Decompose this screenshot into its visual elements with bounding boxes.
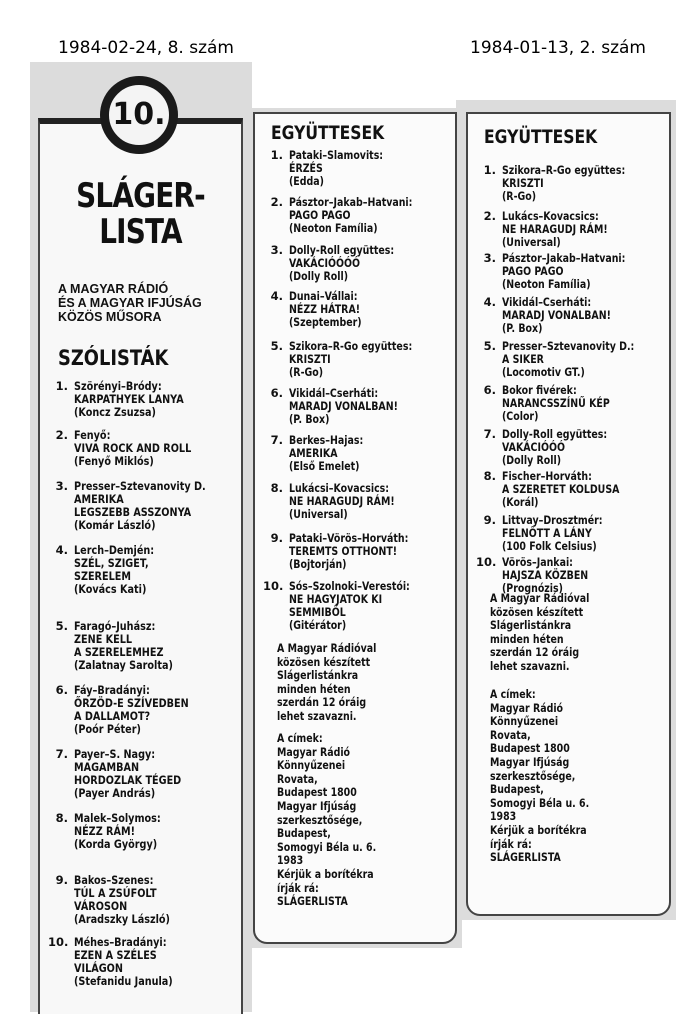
item-authors: Szikora–R-Go együttes: xyxy=(502,163,626,177)
item-number: 7. xyxy=(55,747,68,761)
item-song-title: A SIKER xyxy=(502,352,544,366)
item-song-title: HORDOZLAK TÉGED xyxy=(74,773,182,787)
item-number: 8. xyxy=(483,469,496,483)
subtitle-line: A MAGYAR RÁDIÓ xyxy=(58,282,169,296)
item-song-title: MAGAMBAN xyxy=(74,760,140,774)
item-text xyxy=(502,384,633,423)
item-performer: (Koncz Zsuzsa) xyxy=(74,405,156,419)
item-song-title: TEREMTS OTTHONT! xyxy=(289,544,398,558)
note-line: lehet szavazni. xyxy=(277,708,357,723)
item-song-title: PAGO PAGO xyxy=(289,208,351,222)
item-performer: (R-Go) xyxy=(289,365,324,379)
item-performer: (Zalatnay Sarolta) xyxy=(74,658,173,672)
item-song-title: LEGSZEBB ASSZONYA xyxy=(74,505,192,519)
item-authors: Presser–Sztevanovity D.: xyxy=(502,339,635,353)
item-song-title: FELNŐTT A LÁNY xyxy=(502,526,592,540)
vote-note xyxy=(277,642,398,724)
item-song-title: TÚL A ZSÚFOLT xyxy=(74,886,157,900)
item-number: 1. xyxy=(270,148,283,162)
item-text xyxy=(502,164,652,203)
item-song-title: A SZERETET KOLDUSA xyxy=(502,482,620,496)
item-performer: (Poór Péter) xyxy=(74,722,141,736)
item-performer: (Neoton Família) xyxy=(289,221,378,235)
address-line: Budapest 1800 xyxy=(490,741,570,756)
subtitle xyxy=(58,282,233,324)
address-block xyxy=(490,688,611,865)
item-performer: (Color) xyxy=(502,409,539,423)
item-performer: (P. Box) xyxy=(502,321,543,335)
item-song-title: ZENE KELL xyxy=(74,632,133,646)
item-text xyxy=(289,340,439,379)
note-line: minden héten xyxy=(277,681,351,696)
item-song-title: KRISZTI xyxy=(289,352,331,366)
address-line: Könnyűzenei xyxy=(277,758,346,773)
item-authors: Vikidál–Cserháti: xyxy=(289,386,379,400)
item-text xyxy=(289,196,440,235)
item-authors: Lukácsi–Kovacsics: xyxy=(289,481,390,495)
item-authors: Bokor fivérek: xyxy=(502,383,577,397)
item-number: 5. xyxy=(483,339,496,353)
address-line: Rovata, xyxy=(277,771,318,786)
right-column-egyuttesek xyxy=(466,112,671,916)
item-text xyxy=(74,936,192,988)
item-number: 10. xyxy=(263,579,284,593)
item-text xyxy=(74,748,202,800)
item-text xyxy=(74,874,188,926)
address-line: Kérjük a borítékra xyxy=(490,822,587,837)
item-text xyxy=(502,296,635,335)
item-authors: Fischer–Horváth: xyxy=(502,469,592,483)
address-line: SLÁGERLISTA xyxy=(277,894,348,909)
address-line: írják rá: xyxy=(277,880,319,895)
item-authors: Pásztor–Jakab–Hatvani: xyxy=(289,195,413,209)
note-line: szerdán 12 óráig xyxy=(277,695,367,710)
item-number: 1. xyxy=(483,163,496,177)
item-text xyxy=(289,244,417,283)
item-text xyxy=(289,149,404,188)
item-number: 4. xyxy=(55,543,68,557)
note-line: A Magyar Rádióval xyxy=(490,591,590,605)
item-text xyxy=(502,252,653,291)
item-song-title: VAKÁCIÓÓÓÓ xyxy=(289,256,361,270)
item-authors: Pataki–Vörös–Horváth: xyxy=(289,531,409,545)
item-number: 5. xyxy=(55,619,68,633)
address-line: Magyar Rádió xyxy=(490,700,564,715)
note-line: lehet szavazni. xyxy=(490,658,570,673)
item-song-title: EZEN A SZÉLES xyxy=(74,948,157,962)
item-number: 5. xyxy=(270,339,283,353)
item-authors: Dunai–Vállai: xyxy=(289,289,358,303)
item-text xyxy=(502,514,625,553)
item-song-title: KRISZTI xyxy=(502,176,544,190)
item-text xyxy=(289,434,380,473)
note-line: Slágerlistánkra xyxy=(490,618,572,633)
item-authors: Vörös–Jankai: xyxy=(502,555,573,569)
item-text xyxy=(74,480,231,532)
item-authors: Lukács–Kovacsics: xyxy=(502,209,599,223)
item-song-title: VÁROSON xyxy=(74,899,128,913)
item-number: 6. xyxy=(270,386,283,400)
item-song-title: NE HARAGUDJ RÁM! xyxy=(502,222,608,236)
item-performer: (Szeptember) xyxy=(289,315,362,329)
item-song-title: AMERIKA xyxy=(74,492,124,506)
item-performer: (Gitérátor) xyxy=(289,618,347,632)
note-line: Slágerlistánkra xyxy=(277,668,359,683)
item-authors: Vikidál–Cserháti: xyxy=(502,295,592,309)
note-line: A Magyar Rádióval xyxy=(277,641,377,655)
item-authors: Fenyő: xyxy=(74,428,111,442)
item-text xyxy=(74,620,192,672)
item-song-title: PAGO PAGO xyxy=(502,264,564,278)
item-performer: (Prognózis) xyxy=(502,581,563,595)
item-number: 3. xyxy=(270,243,283,257)
item-song-title: KARPATHYEK LANYA xyxy=(74,392,184,406)
item-text xyxy=(289,482,418,521)
subtitle-line: ÉS A MAGYAR IFJÚSÁG xyxy=(58,296,202,310)
column-title: EGYÜTTESEK xyxy=(271,122,385,144)
item-performer: (R-Go) xyxy=(502,189,537,203)
address-line: SLÁGERLISTA xyxy=(490,850,561,865)
item-number: 1. xyxy=(55,379,68,393)
item-authors: Dolly-Roll együttes: xyxy=(502,427,608,441)
note-line: minden héten xyxy=(490,631,564,646)
item-song-title: VILÁGON xyxy=(74,961,123,975)
item-authors: Lerch–Demjén: xyxy=(74,543,155,557)
item-text xyxy=(74,684,211,736)
title-line1: SLÁGER- xyxy=(76,176,205,216)
item-song-title: VIVA ROCK AND ROLL xyxy=(74,441,192,455)
item-number: 6. xyxy=(55,683,68,697)
item-number: 9. xyxy=(270,531,283,545)
item-text xyxy=(74,544,169,596)
date-left: 1984-02-24, 8. szám xyxy=(58,38,234,58)
item-performer: (P. Box) xyxy=(289,412,330,426)
item-number: 9. xyxy=(55,873,68,887)
title-line2: LISTA xyxy=(99,212,182,252)
item-authors: Presser–Sztevanovity D. xyxy=(74,479,206,493)
item-text xyxy=(502,428,630,467)
item-number: 2. xyxy=(55,428,68,442)
item-performer: (Payer András) xyxy=(74,786,156,800)
address-line: Kérjük a borítékra xyxy=(277,866,374,881)
item-performer: (Első Emelet) xyxy=(289,459,360,473)
item-authors: Pataki–Slamovits: xyxy=(289,148,384,162)
item-performer: (Neoton Família) xyxy=(502,277,591,291)
item-authors: Faragó–Juhász: xyxy=(74,619,156,633)
middle-column-egyuttesek xyxy=(253,112,457,944)
item-number: 10. xyxy=(48,935,69,949)
item-authors: Méhes–Bradányi: xyxy=(74,935,167,949)
left-column-szolistak xyxy=(38,118,243,1014)
item-song-title: VAKÁCIÓÓÓ xyxy=(502,440,566,454)
section-title: SZÓLISTÁK xyxy=(58,346,169,370)
item-song-title: A DALLAMOT? xyxy=(74,709,151,723)
item-performer: (Fenyő Miklós) xyxy=(74,454,154,468)
item-song-title: SZÉL, SZIGET, xyxy=(74,556,149,570)
item-number: 2. xyxy=(483,209,496,223)
item-performer: (Universal) xyxy=(502,235,561,249)
address-line: szerkesztősége, xyxy=(277,812,363,827)
vote-note xyxy=(490,592,611,674)
item-authors: Pásztor–Jakab–Hatvani: xyxy=(502,251,626,265)
note-line: közösen készített xyxy=(490,604,584,619)
item-text xyxy=(74,429,214,468)
address-line: 1983 xyxy=(490,809,517,824)
item-text xyxy=(502,556,607,595)
item-song-title: HAJSZA KÖZBEN xyxy=(502,568,589,582)
item-song-title: MARADJ VONALBAN! xyxy=(289,399,398,413)
subtitle-line: KÖZÖS MŰSORA xyxy=(58,310,162,324)
address-line: A címek: xyxy=(490,687,536,701)
item-text xyxy=(289,580,436,632)
item-number: 6. xyxy=(483,383,496,397)
item-authors: Szörényi–Bródy: xyxy=(74,379,162,393)
number-badge: 10. xyxy=(100,76,178,154)
item-song-title: ÉRZÉS xyxy=(289,161,323,175)
item-song-title: MARADJ VONALBAN! xyxy=(502,308,611,322)
item-song-title: NE HAGYJATOK KI xyxy=(289,592,383,606)
address-line: írják rá: xyxy=(490,836,532,851)
item-performer: (Dolly Roll) xyxy=(289,269,349,283)
date-right: 1984-01-13, 2. szám xyxy=(470,38,646,58)
item-song-title: SEMMIBŐL xyxy=(289,605,346,619)
address-line: szerkesztősége, xyxy=(490,768,576,783)
item-performer: (Dolly Roll) xyxy=(502,453,562,467)
item-performer: (Universal) xyxy=(289,507,348,521)
address-line: Budapest, xyxy=(277,826,331,841)
item-number: 3. xyxy=(55,479,68,493)
item-number: 7. xyxy=(270,433,283,447)
address-line: Magyar Ifjúság xyxy=(490,754,570,769)
item-song-title: NÉZZ RÁM! xyxy=(74,824,135,838)
item-text xyxy=(502,340,663,379)
item-authors: Littvay–Drosztmér: xyxy=(502,513,603,527)
item-song-title: NE HARAGUDJ RÁM! xyxy=(289,494,395,508)
address-line: Könnyűzenei xyxy=(490,714,559,729)
address-line: Budapest, xyxy=(490,782,544,797)
item-text xyxy=(289,532,435,571)
item-song-title: A SZERELEMHEZ xyxy=(74,645,164,659)
item-text xyxy=(74,380,205,419)
address-line: Magyar Rádió xyxy=(277,744,351,759)
item-authors: Malek–Solymos: xyxy=(74,811,161,825)
item-performer: (Korál) xyxy=(502,495,539,509)
item-text xyxy=(502,210,631,249)
item-authors: Szikora–R-Go együttes: xyxy=(289,339,413,353)
item-number: 4. xyxy=(270,289,283,303)
item-authors: Payer–S. Nagy: xyxy=(74,747,156,761)
item-performer: (100 Folk Celsius) xyxy=(502,539,597,553)
item-number: 10. xyxy=(476,555,497,569)
item-text xyxy=(74,812,177,851)
item-song-title: ŐRZÖD-E SZÍVEDBEN xyxy=(74,696,189,710)
address-line: Rovata, xyxy=(490,727,531,742)
item-number: 8. xyxy=(270,481,283,495)
item-number: 8. xyxy=(55,811,68,825)
item-number: 2. xyxy=(270,195,283,209)
item-performer: (Locomotiv GT.) xyxy=(502,365,585,379)
item-number: 4. xyxy=(483,295,496,309)
item-text xyxy=(502,470,645,509)
item-song-title: NARANCSSZÍNŰ KÉP xyxy=(502,396,610,410)
item-song-title: AMERIKA xyxy=(289,446,338,460)
address-line: 1983 xyxy=(277,853,304,868)
item-authors: Berkes–Hajas: xyxy=(289,433,364,447)
item-authors: Dolly-Roll együttes: xyxy=(289,243,395,257)
item-authors: Sós–Szolnoki–Verestói: xyxy=(289,579,410,593)
column-title: EGYÜTTESEK xyxy=(484,126,598,148)
item-performer: (Korda György) xyxy=(74,837,158,851)
item-authors: Fáy–Bradányi: xyxy=(74,683,150,697)
address-line: A címek: xyxy=(277,731,323,745)
item-performer: (Aradszky László) xyxy=(74,912,170,926)
item-song-title: SZERELEM xyxy=(74,569,131,583)
item-text xyxy=(289,290,378,329)
item-number: 7. xyxy=(483,427,496,441)
item-performer: (Edda) xyxy=(289,174,324,188)
item-number: 9. xyxy=(483,513,496,527)
address-block xyxy=(277,732,398,909)
note-line: közösen készített xyxy=(277,654,371,669)
item-performer: (Kovács Kati) xyxy=(74,582,147,596)
item-performer: (Stefanidu Janula) xyxy=(74,974,173,988)
note-line: szerdán 12 óráig xyxy=(490,645,580,660)
item-song-title: NÉZZ HÁTRA! xyxy=(289,302,361,316)
item-authors: Bakos–Szenes: xyxy=(74,873,154,887)
item-performer: (Komár László) xyxy=(74,518,156,532)
item-performer: (Bojtorján) xyxy=(289,557,347,571)
address-line: Somogyi Béla u. 6. xyxy=(277,839,377,854)
address-line: Budapest 1800 xyxy=(277,785,357,800)
item-number: 3. xyxy=(483,251,496,265)
address-line: Magyar Ifjúság xyxy=(277,798,357,813)
item-text xyxy=(289,387,422,426)
address-line: Somogyi Béla u. 6. xyxy=(490,795,590,810)
